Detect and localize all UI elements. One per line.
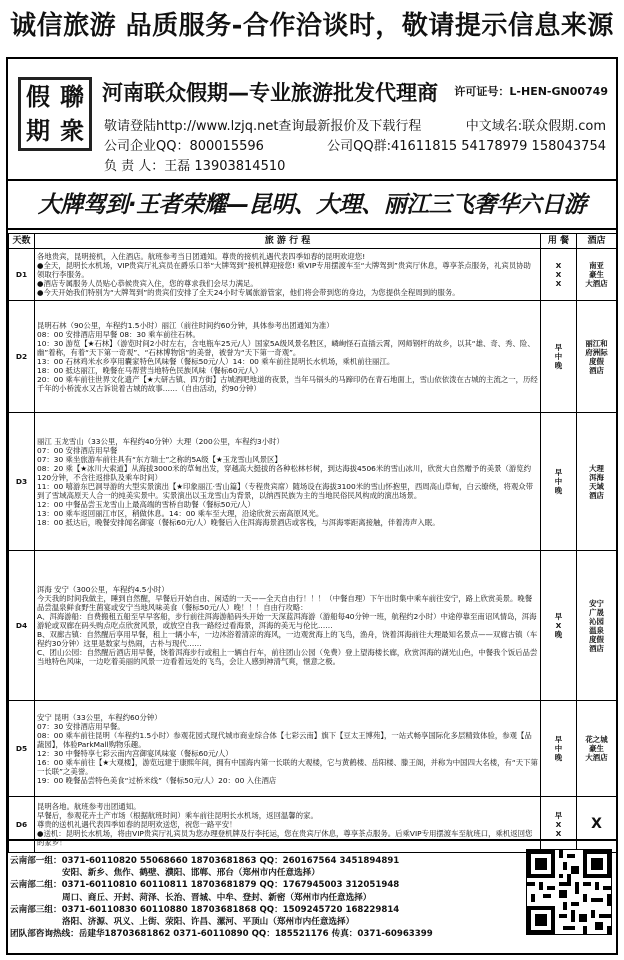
meal-cell: 早 X X <box>541 797 577 853</box>
route-title: 大牌驾到·王者荣耀—昆明、大理、丽江三飞奢华六日游 <box>8 182 616 230</box>
itinerary-line: 20：00 乘车前往世界文化遗产【★大研古镇、四方街】古城酒吧地道的夜景，当年马锅头的马蹄印仍在青石地面上，雪山依依泼在古城的主流之一，历经千年的小桥流水又古诉说着古城的故事……（自由活动，约90分钟） <box>37 374 538 393</box>
contact-line: 安阳、新乡、焦作、鹤壁、濮阳、邯郸、邢台（郑州市内任意选择） <box>62 868 320 879</box>
hotel-cell: 大理 洱海 天域 酒店 <box>577 413 617 551</box>
header-hotel: 酒店 <box>577 234 617 249</box>
license-number: 许可证号：L-HEN-GN00749 <box>454 85 608 98</box>
hotel-cell: 丽江和 府洲际 度假 酒店 <box>577 301 617 413</box>
itinerary-line: 10：30 游览【★石林】（游览时间2小时左右，含电瓶车25元/人）国家5A级风景名胜区，嶙峋怪石直插云霄，网师钢杆的故乡，以其“雄、奇、秀、险、幽”着称，有着“天下第一奇观”、“石林博物馆”的美誉，被誉为“天下第一奇观”。 <box>37 338 535 357</box>
table-header-row <box>9 234 617 249</box>
itinerary-line: 安宁 昆明（33公里，车程约60分钟） <box>37 712 162 722</box>
table-row <box>9 701 617 797</box>
itinerary-line: 早餐后，参观花卉土产市场（根据航班时间）乘车前往昆明长水机场，返回温馨的家。 <box>37 811 318 820</box>
itinerary-cell <box>35 413 541 551</box>
day-cell: D4 <box>9 551 35 701</box>
company-logo <box>18 77 92 151</box>
contact-line: 周口、商丘、开封、菏泽、长治、晋城、中牟、登封、新密（郑州市内任意选择） <box>62 892 372 903</box>
day-cell: D2 <box>9 301 35 413</box>
itinerary-line: 昆明石林（90公里，车程约1.5小时）丽江（前往时间约60分钟，具体参考出团通知为准） <box>37 320 334 330</box>
company-header <box>8 59 616 181</box>
domain-line: 中文域名:联众假期.com <box>465 119 606 134</box>
itinerary-line: 洱海 安宁（300公里，车程约4.5小时） <box>37 585 169 594</box>
itinerary-line: 07：00 安排酒店用早餐 <box>37 445 118 455</box>
itinerary-line: 12：00 中餐品尝玉龙雪山上最高端的雪桥自助餐（餐标50元/人） <box>37 499 255 509</box>
day-cell: D1 <box>9 249 35 301</box>
itinerary-line: 16：00 乘车前往【★大观楼】，游览远建于康熙年间，拥有中国海内第一长联的大观楼，它与黄鹤楼、岳阳楼、滕王阁，并称为中国四大名楼，有“天下第一长联”之美誉。 <box>37 757 538 776</box>
itinerary-line: 13：00 石林鸡米水乡享用囊家特色风味餐（餐标50元/人）14：00 乘车前往昆明长水机场，乘机前往丽江。 <box>37 356 395 366</box>
itinerary-line: ●今天开始我们特别为“大牌驾到”的贵宾们安排了全天24小时专属旅游管家，他们将会带到您的身边，为您提供全程周到的服务。 <box>37 288 460 297</box>
table-row <box>9 413 617 551</box>
itinerary-line: ●全天，昆明长水机场，VIP贵宾厅礼宾员在爵乐口举“大牌驾到”接机牌迎接您! 乘VIP专用摆渡车至“大牌驾到”贵宾厅休息，尊享茶点服务，礼宾员协助领取行李服务。 <box>37 261 531 279</box>
contact-line: 云南部二组：0371-60110810 60110811 18703681879 QQ：1767945003 312051948 <box>10 880 400 891</box>
company-qq: 公司企业QQ：800015596 <box>104 139 264 154</box>
itinerary-line: 18：00 抵达丽江，晚餐在马帮营当地特色民族风味（餐标60元/人） <box>37 365 263 375</box>
contact-line: 洛阳、济源、巩义、上街、荥阳、许昌、漯河、平顶山（郑州市内任意选择） <box>62 917 355 928</box>
itinerary-line: A、洱海游船：自费搬租五船至早早客船，步行前往洱海游船码头开始一天深蓝洱海游（游船每40分钟一班，航程约2小时）中途停靠至南诏风情岛，洱海游轮或双廊在码头购点吃点欣赏风景，或放空自我一路经过看海景，洱海的美无与伦比…… <box>37 612 537 630</box>
meal-cell: 早 X 晚 <box>541 551 577 701</box>
hotel-cell: X <box>577 797 617 853</box>
website-line[interactable]: 敬请登陆http://www.lzjq.net查询最新报价及下载行程 <box>104 119 422 134</box>
logo-char: 聯 <box>60 83 84 111</box>
hotel-cell: 安宁 广晟 沁园 温泉 度假 酒店 <box>577 551 617 701</box>
flyer-frame <box>6 57 618 955</box>
meal-cell: 早 中 晚 <box>541 701 577 797</box>
itinerary-line: ●送机：昆明长水机场，将由VIP贵宾厅礼宾员为您办理登机牌及行李托运，您在贵宾厅休息，尊享茶点服务。后乘VIP专用摆渡车至航班口，乘机返回您的家乡！ <box>37 829 533 847</box>
logo-char: 期 <box>26 117 50 145</box>
table-row <box>9 551 617 701</box>
qr-code-icon <box>526 849 612 935</box>
itinerary-line: 13：00 乘车返回丽江市区，稍做休息。14：00 乘车至大理，沿途欣赏云南高原风光。 <box>37 508 324 518</box>
itinerary-line: 18：00 抵达后，晚餐安排闻名御宴（餐标60元/人）晚餐后入住洱海海景酒店或客栈，与洱海零距离接触，伴着涛声入眠。 <box>37 517 440 527</box>
itinerary-cell <box>35 249 541 301</box>
contact-line: 团队部咨询热线：岳建华18703681862 0371-60110890 QQ：185521176 传真：0371-60963399 <box>10 929 433 940</box>
day-cell: D6 <box>9 797 35 853</box>
table-row <box>9 301 617 413</box>
itinerary-line: 丽江 玉龙雪山（33公里，车程约40分钟）大理（200公里，车程约3小时） <box>37 436 284 446</box>
manager-contact: 负 责 人：王磊 13903814510 <box>104 159 286 174</box>
itinerary-cell <box>35 551 541 701</box>
itinerary-line: 19：00 晚餐品尝特色美食“过桥米线”（餐标50元/人）20：00 入住酒店 <box>37 775 277 785</box>
logo-char: 衆 <box>60 117 84 145</box>
header-meal: 用 餐 <box>541 234 577 249</box>
itinerary-line: 各地贵宾，昆明接机，入住酒店。航班参考当日团通知。尊贵的接机礼遇代表四季如春的昆明欢迎您! <box>37 252 366 261</box>
itinerary-line: 今天我的时间我做主，睡到自然醒，早餐后开始自由、闲适的一天——全天自由行！！！（中餐自理）下午出时集中乘车前往安宁，路上欣赏美景。晚餐品尝温泉鲜食野生菌宴或安宁当地风味美食（餐标50元/人）晚！！！自由行攻略： <box>37 594 533 612</box>
itinerary-line: 尊贵的送机礼遇代表四季如春的昆明欢送您，祝您一路平安！ <box>37 820 237 829</box>
meal-cell: X X X <box>541 249 577 301</box>
itinerary-cell <box>35 701 541 797</box>
itinerary-line: 12：30 中餐特享七彩云南内宫御宴风味宴（餐标60元/人） <box>37 748 233 758</box>
hotel-cell: 花之城 豪生 大酒店 <box>577 701 617 797</box>
itinerary-line: C、团山公园：自然醒后酒店用早餐，饶着洱海步行或租上一辆自行车，前往团山公园（免费）登上望海楼长廊，欣赏洱海的湖光山色，中餐我个饭后品尝当地特色风味，一边吃着美丽的风景一边看着远处的飞鸟，会让人感到神清气爽，惬意之极。 <box>37 648 538 666</box>
itinerary-line: B、双廊古镇：自然醒后享用早餐，租上一辆小车，一边沐浴着清凉的海风，一边观赏海上的飞鸟，渔舟，饶着洱海前往大理最知名景点——双廊古镇（车程约30分钟）这里是数家与热闹，古朴与现代…… <box>37 630 538 648</box>
meal-cell: 早 中 晚 <box>541 301 577 413</box>
hotel-cell: 南亚 豪生 大酒店 <box>577 249 617 301</box>
itinerary-line: 11：00 嘻游东巴洞导游的大型实景演出【★印象丽江·雪山篇】（专程贵宾席）随场设在海拔3100米的雪山怀抱里，西周高山草甸，白云缭绕，将观众带到了雪域高原天人合一的纯美实景中。实景演出以玉龙雪山为背景，以纳西民族为主的当地民俗民风构成的演出场景。 <box>37 481 534 500</box>
itinerary-line: 08：00 乘车前往昆明（车程约1.5小时）参观花园式现代城市商业综合体【七彩云南】旗下【豆太王博苑】，一站式畅享国际化多层精致体验，参观【品蔬园】，体验ParkMall购物乐趣。 <box>37 730 532 749</box>
itinerary-line: 07：30 安排酒店用早餐。 <box>37 721 125 731</box>
itinerary-line: 昆明各地。航班参考出团通知。 <box>37 802 141 811</box>
contact-line: 云南部三组：0371-60110830 60110880 18703681868 QQ：1509245720 168229814 <box>10 904 400 915</box>
contact-line: 云南部一组：0371-60110820 55068660 18703681863 QQ：260167564 3451894891 <box>10 856 400 866</box>
contact-footer <box>8 839 616 955</box>
itinerary-line: 08：00 安排酒店用早餐 08：30 乘车前往石林。 <box>37 329 200 339</box>
contact-list <box>10 855 520 940</box>
day-cell: D5 <box>9 701 35 797</box>
top-banner: 诚信旅游 品质服务-合作洽谈时，敬请提示信息来源 <box>10 11 614 41</box>
itinerary-line: 08：20 乘【★冰川大索道】从海拔3000米的草甸出发，穿越高大挺拔的各种松林杉树，到达海拔4506米的雪山冰川，欣赏大自然赠予的美景（游览约120分钟，不含往返排队及乘车时间） <box>37 463 532 482</box>
day-cell: D3 <box>9 413 35 551</box>
header-day: 天数 <box>9 234 35 249</box>
header-itinerary: 旅 游 行 程 <box>35 234 541 249</box>
itinerary-table <box>8 233 617 853</box>
company-name: 河南联众假期—专业旅游批发代理商 <box>102 81 438 105</box>
itinerary-line: ●酒店专属服务人员贴心恭候贵宾入住，您的尊求我们会尽力满足。 <box>37 279 258 288</box>
itinerary-cell <box>35 301 541 413</box>
table-row <box>9 249 617 301</box>
itinerary-line: 07：30 乘坐旅游车前往具有“东方瑞士”之称的5A级【★玉龙雪山风景区】 <box>37 454 282 464</box>
qq-group: 公司QQ群:41611815 54178979 158043754 <box>327 139 606 154</box>
meal-cell: 早 中 晚 <box>541 413 577 551</box>
logo-char: 假 <box>26 83 50 111</box>
